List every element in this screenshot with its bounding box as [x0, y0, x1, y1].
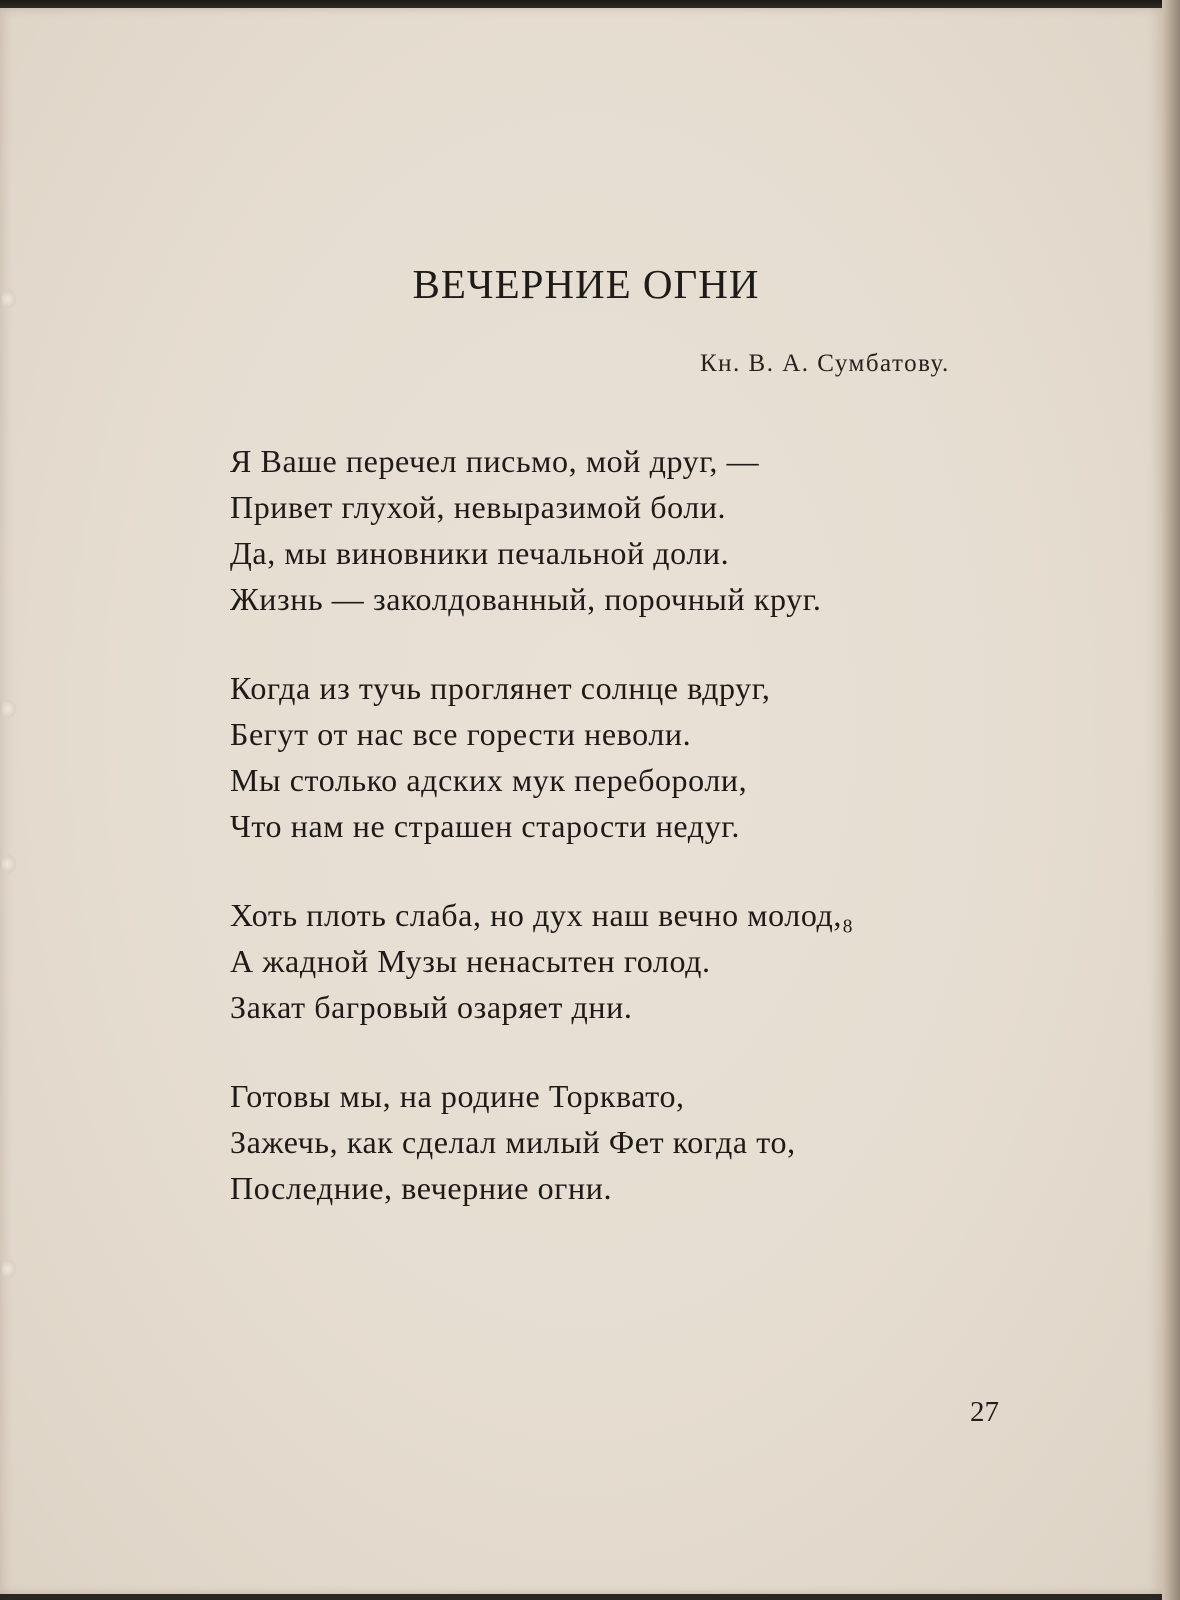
page-right-edge [1162, 0, 1180, 1600]
stanza [230, 438, 1020, 622]
poem-line: Да, мы виновники печальной доли. [230, 535, 730, 571]
binding-hole-mark [2, 698, 16, 720]
poem-line: Когда из тучь проглянет солнце вдруг, [230, 670, 771, 706]
stanza [230, 1073, 1020, 1211]
poem-line: Что нам не страшен старости недуг. [230, 808, 741, 844]
poem-dedication: Кн. В. А. Сумбатову. [700, 350, 950, 377]
poem-line: Я Ваше перечел письмо, мой друг, — [230, 443, 760, 479]
poem-line: Последние, вечерние огни. [230, 1170, 613, 1206]
book-page [0, 8, 1162, 1594]
page-number: 27 [970, 1396, 999, 1428]
poem-line: Жизнь — заколдованный, порочный круг. [230, 581, 822, 617]
poem-body [230, 438, 1020, 1254]
poem-line: А жадной Музы ненасытен голод. [230, 943, 711, 979]
binding-hole-mark [2, 853, 16, 875]
poem-title: ВЕЧЕРНИЕ ОГНИ [412, 261, 760, 307]
poem-line: Готовы мы, на родине Торквато, [230, 1078, 685, 1114]
poem-line: Бегут от нас все горести неволи. [230, 716, 692, 752]
poem-line: Привет глухой, невыразимой боли. [230, 489, 727, 525]
poem-line: Закат багровый озаряет дни. [230, 989, 633, 1025]
poem-line: Зажечь, как сделал милый Фет когда то, [230, 1124, 796, 1160]
stanza [230, 892, 1020, 1030]
stanza [230, 665, 1020, 849]
poem-line: Мы столько адских мук перебороли, [230, 762, 748, 798]
poem-line: Хоть плоть слаба, но дух наш вечно молод,₈ [230, 897, 854, 933]
binding-hole-mark [2, 1258, 16, 1280]
